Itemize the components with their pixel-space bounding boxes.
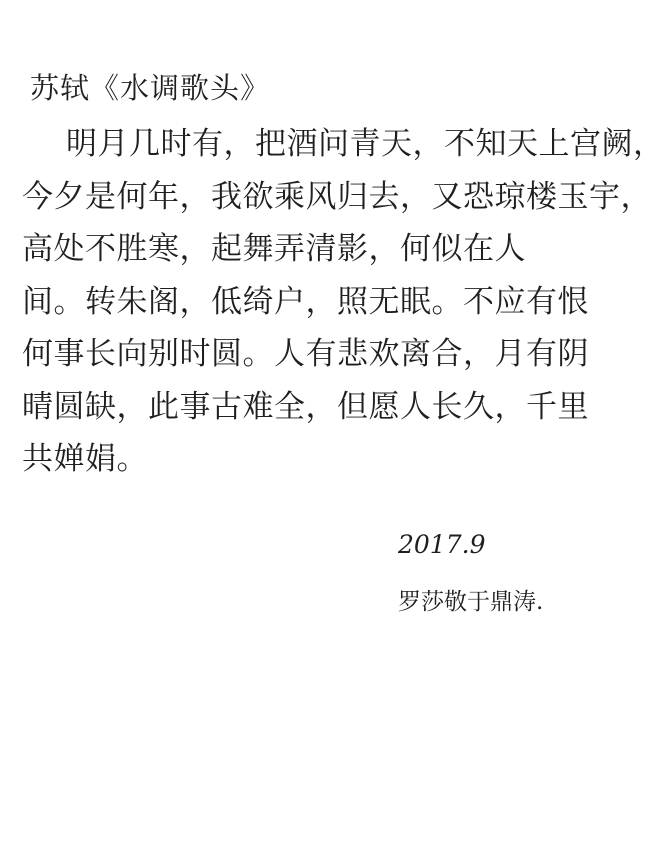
poem-line: 间。转朱阁，低绮户，照无眠。不应有恨	[22, 283, 589, 320]
poem-line: 共婵娟。	[22, 441, 148, 477]
poem-line: 今夕是何年，我欲乘风归去，又恐琼楼玉宇，	[22, 178, 652, 215]
signature: 罗莎敬于鼎涛.	[398, 589, 544, 615]
poem-line: 明月几时有，把酒问青天，不知天上宫阙，	[66, 126, 665, 162]
date-note: 2017.9	[398, 530, 486, 559]
poem-line: 晴圆缺，此事古难全，但愿人长久，千里	[22, 388, 589, 425]
poem-body	[22, 118, 665, 486]
poem-line: 高处不胜寒，起舞弄清影，何似在人	[22, 231, 526, 267]
poem-title: 苏轼《水调歌头》	[30, 71, 271, 105]
poem-line: 何事长向别时圆。人有悲欢离合，月有阴	[22, 336, 589, 372]
